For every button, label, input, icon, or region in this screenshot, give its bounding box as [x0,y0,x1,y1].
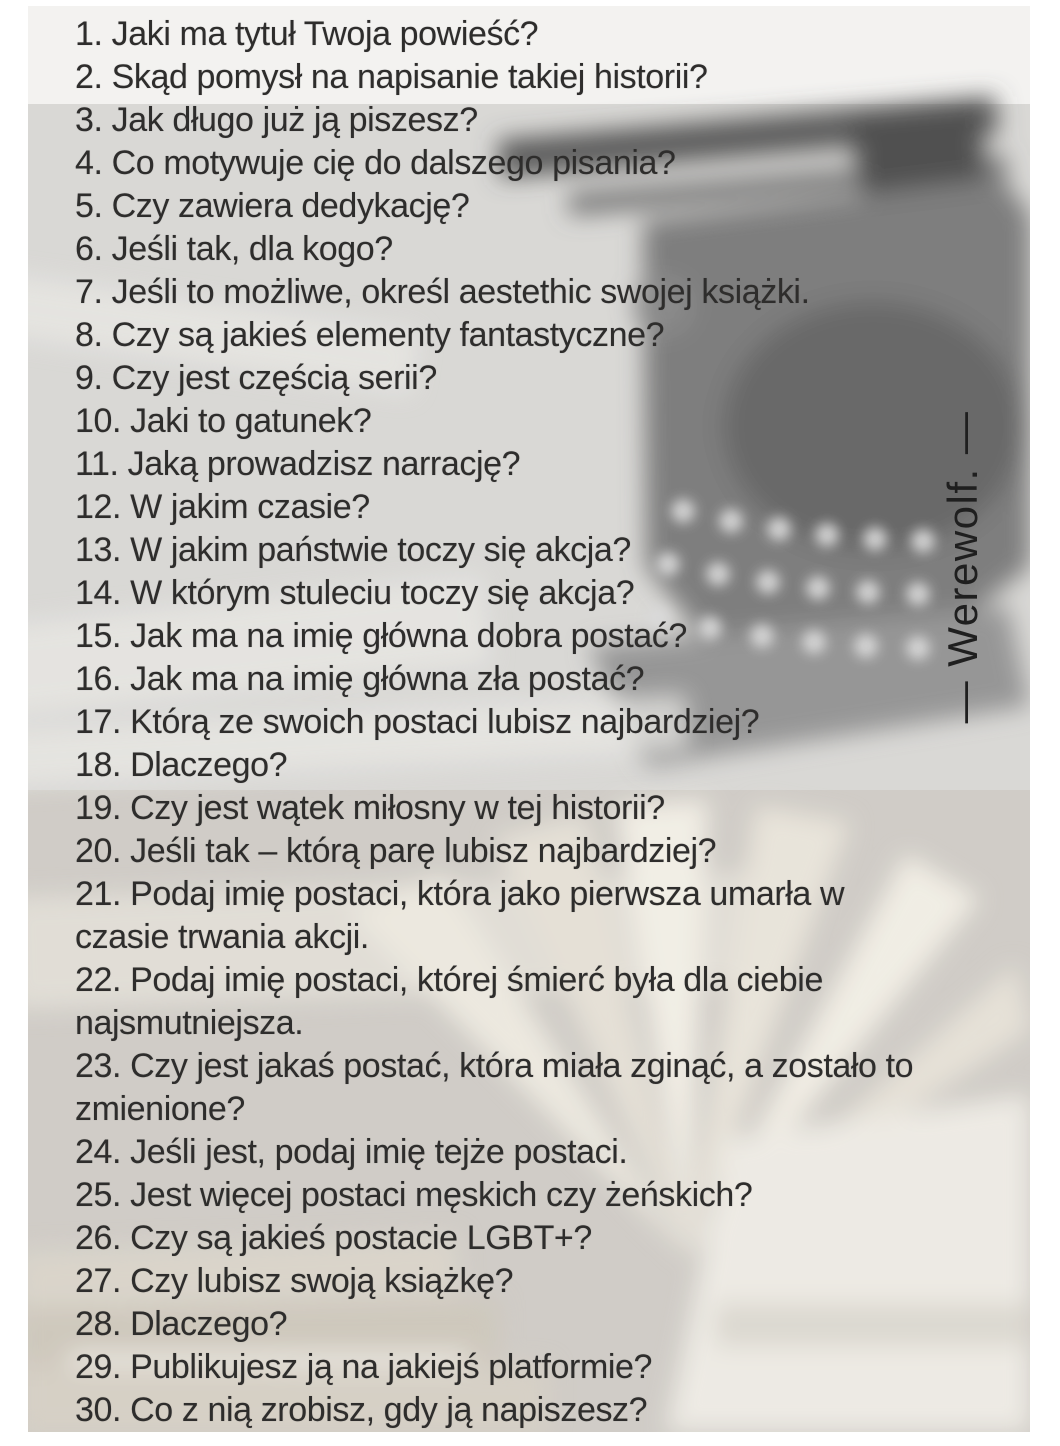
question-text: Jaki to gatunek? [130,402,372,440]
question-item [75,486,972,529]
question-item [75,228,972,271]
question-number: 22. [75,961,131,999]
question-text: Czy są jakieś elementy fantastyczne? [111,316,665,354]
question-number: 14. [75,574,131,612]
question-item [75,787,972,830]
question-item [75,1389,972,1432]
question-item [75,56,972,99]
question-item [75,1260,972,1303]
question-item [75,314,972,357]
question-number: 12. [75,488,131,526]
question-number: 10. [75,402,131,440]
question-number: 25. [75,1176,131,1214]
question-item [75,443,972,486]
question-item [75,1217,972,1260]
question-text: Jak długo już ją piszesz? [111,101,478,139]
question-number: 9. [75,359,112,397]
question-number: 13. [75,531,131,569]
question-item [75,142,972,185]
question-number: 2. [75,58,112,96]
question-text: Co motywuje cię do dalszego pisania? [111,144,676,182]
question-item [75,1346,972,1389]
question-item [75,959,995,1045]
question-text: Jeśli tak – którą parę lubisz najbardziej? [130,832,717,870]
question-number: 7. [75,273,112,311]
question-number: 5. [75,187,112,225]
question-text: Jeśli jest, podaj imię tejże postaci. [130,1133,628,1171]
question-text: Skąd pomysł na napisanie takiej historii? [111,58,708,96]
question-text: Czy jest wątek miłosny w tej historii? [130,789,665,827]
question-text: Jak ma na imię główna dobra postać? [130,617,687,655]
question-item [75,1045,1025,1131]
question-number: 1. [75,15,112,53]
question-text: Jak ma na imię główna zła postać? [130,660,645,698]
question-number: 18. [75,746,131,784]
question-item [75,701,972,744]
photo-background [28,6,1030,1432]
question-number: 17. [75,703,131,741]
question-number: 4. [75,144,112,182]
question-number: 26. [75,1219,131,1257]
question-item [75,572,972,615]
question-item [75,744,972,787]
question-item [75,873,845,959]
question-number: 27. [75,1262,131,1300]
question-item [75,185,972,228]
question-number: 24. [75,1133,131,1171]
question-number: 19. [75,789,131,827]
question-item [75,400,972,443]
question-item [75,615,972,658]
question-item [75,1131,972,1174]
question-item [75,357,972,400]
question-text: Czy lubisz swoją książkę? [130,1262,514,1300]
question-number: 21. [75,875,131,913]
question-text: Podaj imię postaci, która jako pierwsza umarła w czasie trwania akcji. [75,875,845,956]
question-text: Czy zawiera dedykację? [111,187,470,225]
questions-list [75,13,972,1432]
question-number: 30. [75,1391,131,1429]
question-number: 23. [75,1047,131,1085]
question-number: 15. [75,617,131,655]
question-text: Czy są jakieś postacie LGBT+? [130,1219,592,1257]
question-item [75,1174,972,1217]
question-text: Jest więcej postaci męskich czy żeńskich? [130,1176,753,1214]
question-item [75,99,972,142]
question-text: Jeśli to możliwe, określ aestethic swojej książki. [111,273,810,311]
question-text: Jeśli tak, dla kogo? [111,230,393,268]
question-number: 8. [75,316,112,354]
question-number: 28. [75,1305,131,1343]
question-text: Którą ze swoich postaci lubisz najbardziej? [130,703,760,741]
question-text: Czy jest częścią serii? [111,359,437,397]
vertical-watermark-werewolf: — Werewolf. — [939,410,986,724]
question-number: 3. [75,101,112,139]
question-number: 29. [75,1348,131,1386]
question-item [75,658,972,701]
question-item [75,271,972,314]
question-number: 11. [75,445,128,483]
question-item [75,1303,972,1346]
question-text: Co z nią zrobisz, gdy ją napiszesz? [130,1391,648,1429]
question-text: Jaką prowadzisz narrację? [127,445,521,483]
question-item [75,830,972,873]
question-item [75,529,972,572]
question-number: 16. [75,660,131,698]
question-text: Dlaczego? [130,1305,288,1343]
question-number: 20. [75,832,131,870]
question-text: Podaj imię postaci, której śmierć była dla ciebie najsmutniejsza. [75,961,823,1042]
question-number: 6. [75,230,112,268]
question-text: Jaki ma tytuł Twoja powieść? [111,15,539,53]
question-text: Publikujesz ją na jakiejś platformie? [130,1348,653,1386]
question-item [75,13,972,56]
question-text: W jakim państwie toczy się akcja? [130,531,631,569]
question-text: Dlaczego? [130,746,288,784]
question-text: Czy jest jakaś postać, która miała zginąć, a zostało to zmienione? [75,1047,914,1128]
question-text: W którym stuleciu toczy się akcja? [130,574,635,612]
question-text: W jakim czasie? [130,488,370,526]
